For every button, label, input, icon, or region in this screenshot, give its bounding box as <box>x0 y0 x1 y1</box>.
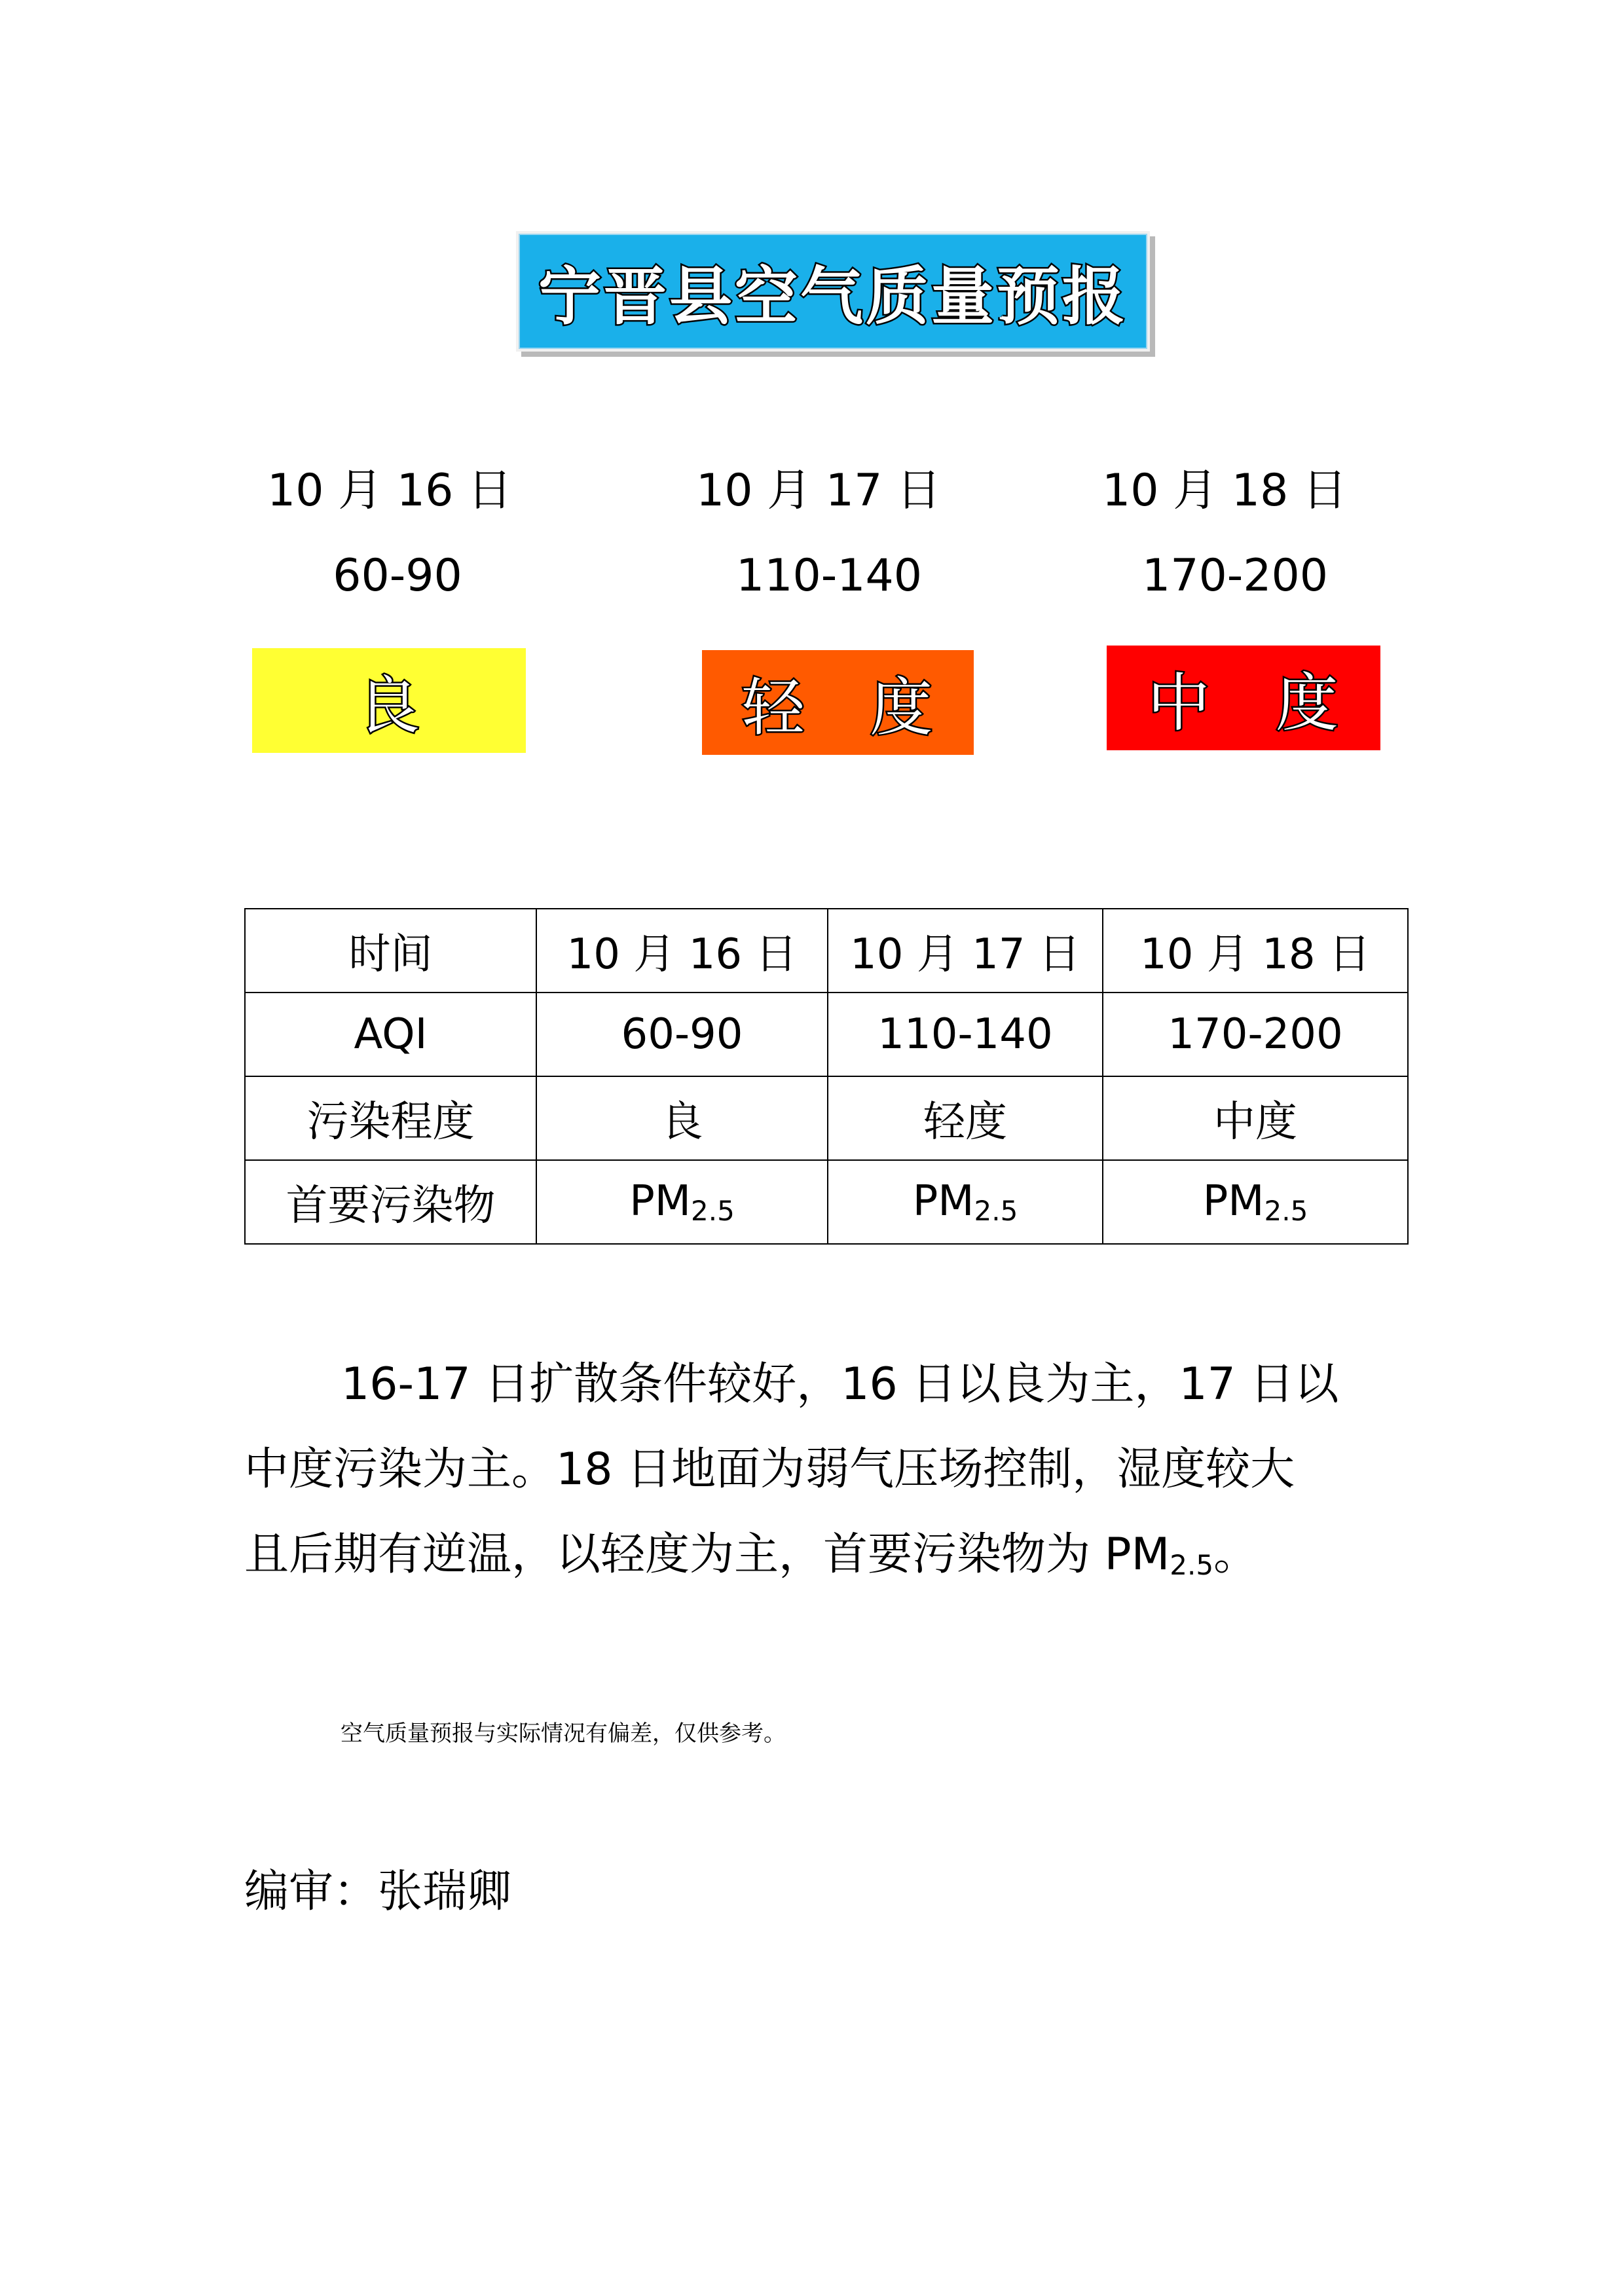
description-line-3 <box>244 1512 1384 1608</box>
level-badge-2 <box>702 650 974 755</box>
forecast-aqi-3: 170-200 <box>1141 550 1329 602</box>
forecast-description <box>244 1342 1384 1608</box>
table-cell-aqi: 170-200 <box>1103 993 1408 1076</box>
row-label-time: 时间 <box>245 909 536 993</box>
table-row <box>245 993 1408 1076</box>
forecast-date-2: 10 月 17 日 <box>696 465 941 517</box>
title-banner <box>516 231 1150 352</box>
table-cell-level: 轻度 <box>828 1076 1103 1160</box>
table-cell-aqi: 60-90 <box>536 993 828 1076</box>
disclaimer-note: 空气质量预报与实际情况有偏差，仅供参考。 <box>341 1721 786 1747</box>
row-label-aqi: AQI <box>245 993 536 1076</box>
table-row <box>245 1076 1408 1160</box>
pollutant-main: PM <box>1202 1177 1264 1226</box>
table-cell-pollutant <box>828 1160 1103 1244</box>
table-cell-level: 中度 <box>1103 1076 1408 1160</box>
table-cell-pollutant <box>536 1160 828 1244</box>
forecast-date-3: 10 月 18 日 <box>1102 465 1347 517</box>
table-cell-date: 10 月 18 日 <box>1103 909 1408 993</box>
row-label-level: 污染程度 <box>245 1076 536 1160</box>
pollutant-subscript: 2.5 <box>691 1195 735 1227</box>
table-cell-level: 良 <box>536 1076 828 1160</box>
forecast-aqi-1: 60-90 <box>333 550 462 602</box>
forecast-table <box>244 908 1409 1245</box>
level-badge-label: 良 <box>357 668 421 742</box>
row-label-pollutant: 首要污染物 <box>245 1160 536 1244</box>
description-line-3-end: 。 <box>1213 1529 1259 1580</box>
forecast-date-1: 10 月 16 日 <box>267 465 512 517</box>
description-line-1: 16-17 日扩散条件较好，16 日以良为主，17 日以 <box>341 1358 1339 1410</box>
page-title: 宁晋县空气质量预报 <box>538 259 1128 333</box>
table-cell-date: 10 月 17 日 <box>828 909 1103 993</box>
table-row <box>245 909 1408 993</box>
description-line-3-main: 且后期有逆温，以轻度为主，首要污染物为 PM <box>244 1529 1170 1580</box>
forecast-aqi-2: 110-140 <box>735 550 923 602</box>
editor-signature: 编审：张瑞卿 <box>244 1866 512 1918</box>
pollutant-main: PM <box>629 1177 691 1226</box>
description-line-2: 中度污染为主。18 日地面为弱气压场控制，湿度较大 <box>244 1444 1295 1495</box>
table-cell-aqi: 110-140 <box>828 993 1103 1076</box>
table-cell-pollutant <box>1103 1160 1408 1244</box>
level-badge-label: 中 度 <box>1147 666 1340 740</box>
pollutant-subscript: 2.5 <box>974 1195 1018 1227</box>
pollutant-main: PM <box>912 1177 974 1226</box>
level-badge-1 <box>252 648 526 753</box>
pollutant-subscript: 2.5 <box>1264 1195 1308 1227</box>
description-subscript: 2.5 <box>1170 1549 1214 1581</box>
table-row <box>245 1160 1408 1244</box>
table-cell-date: 10 月 16 日 <box>536 909 828 993</box>
level-badge-label: 轻 度 <box>741 670 934 744</box>
level-badge-3 <box>1107 646 1380 750</box>
